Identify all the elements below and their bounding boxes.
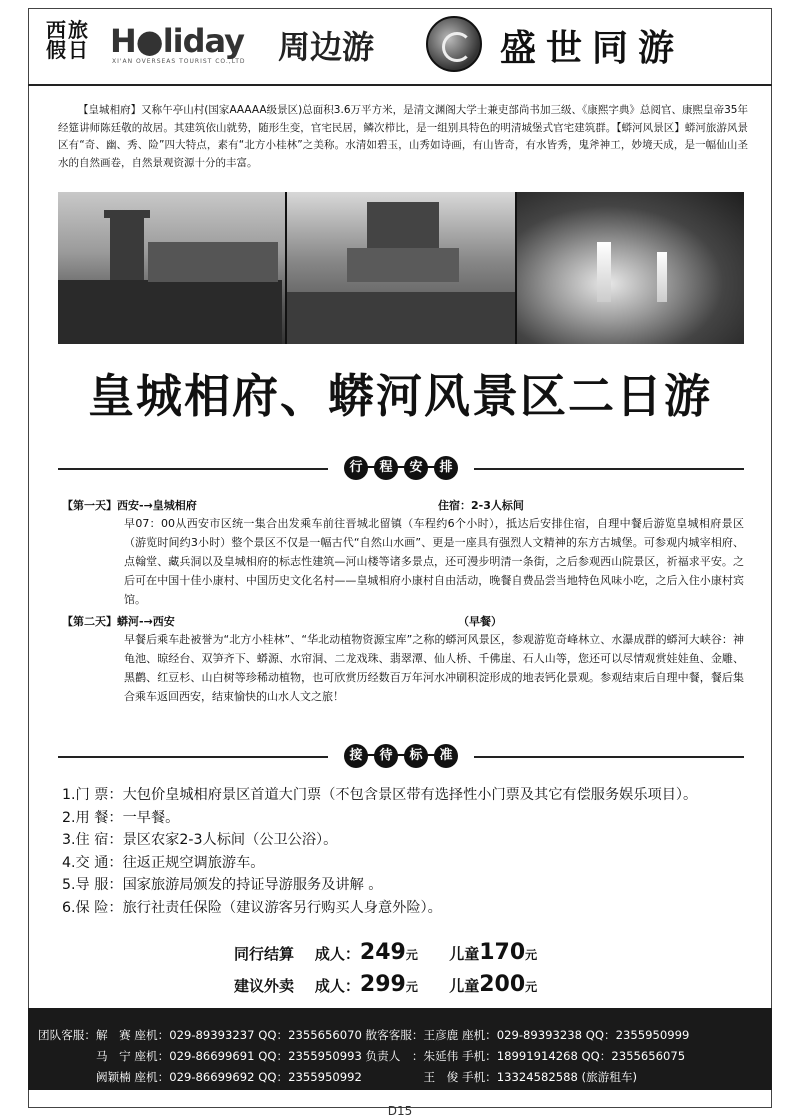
photo-ceremony-square (287, 192, 514, 344)
chip-char: 安 (404, 456, 428, 480)
day1-heading: 【第一天】西安-→皇城相府 (62, 499, 197, 512)
standard-item: 2.用 餐：一早餐。 (62, 809, 180, 826)
shengshi-brand: 盛世同游 (500, 27, 685, 69)
yuan-unit: 元 (405, 948, 418, 962)
yuan-unit: 元 (525, 980, 538, 994)
standards-section-header (58, 744, 744, 770)
child-label: 儿童 (449, 977, 480, 995)
yuan-unit: 元 (525, 948, 538, 962)
chip-char: 接 (344, 744, 368, 768)
price-row-retail (234, 972, 537, 997)
contact-row: 阙颖楠 座机：029-86699692 QQ：2355950992 王 俊 手机：13324582588 (旅游租车) (38, 1070, 637, 1084)
child-label: 儿童 (449, 945, 480, 963)
adult-label: 成人： (314, 945, 360, 963)
standards-list (62, 784, 778, 920)
chip-char: 行 (344, 456, 368, 480)
day2-heading: 【第二天】蟒河-→西安 (62, 615, 175, 628)
standard-item: 5.导 服：国家旅游局颁发的持证导游服务及讲解 。 (62, 877, 383, 894)
contact-row: 马 宁 座机：029-86699691 QQ：2355950993 负责人 ：朱延伟 手机：18991914268 QQ：2355656075 (38, 1049, 686, 1063)
child-price: 200 (479, 972, 526, 997)
holiday-logo: H●liday (110, 22, 245, 60)
chip-char: 标 (404, 744, 428, 768)
photo-strip (58, 192, 744, 344)
dragon-emblem-icon (426, 16, 482, 72)
day2-meal: （早餐） (458, 615, 502, 628)
standard-item: 3.住 宿：景区农家2-3人标间（公卫公浴）。 (62, 832, 338, 849)
chip-char: 待 (374, 744, 398, 768)
day1-accommodation: 住宿：2-3人标间 (438, 499, 524, 512)
photo-huangcheng-castle (58, 192, 285, 344)
child-price: 170 (479, 940, 526, 965)
yuan-unit: 元 (405, 980, 418, 994)
xiaolv-logo: 西旅假日 (46, 18, 90, 62)
itinerary-section-header (58, 456, 744, 482)
adult-price: 299 (359, 972, 406, 997)
contact-row: 团队客服：解 赛 座机：029-89393237 QQ：2355656070 散客客服：王彦鹿 座机：029-89393238 QQ：2355950999 (38, 1028, 690, 1042)
standard-item: 1.门 票：大包价皇城相府景区首道大门票（不包含景区带有选择性小门票及其它有偿服务娱乐项目）。 (62, 787, 698, 803)
chip-char: 准 (434, 744, 458, 768)
price-label: 建议外卖 (234, 977, 295, 995)
page-title: 皇城相府、蟒河风景区二日游 (88, 369, 712, 423)
standard-item: 4.交 通：往返正规空调旅游车。 (62, 854, 265, 871)
day2-description: 早餐后乘车赴被誉为“北方小桂林”、“华北动植物资源宝库”之称的蟒河风景区，参观游览奇峰林立、水瀑成群的蟒河大峡谷：神龟池、晾经台、双笋齐下、蟒源、水帘洞、二龙戏珠、翡翠潭、仙人桥、千佛崖、石人山等，您还可以尽情观赏娃娃鱼、金雕、黑鹳、红豆杉、山白树等珍稀动植物，也可欣赏历经数百万年河水冲刷积淀形成的地表钙化景观。参观结束后自理中餐，餐后集合乘车返回西安，结束愉快的山水人文之旅！ (124, 633, 744, 703)
day1-description: 早07：00从西安市区统一集合出发乘车前往晋城北留镇（车程约6个小时），抵达后安排住宿，自理中餐后游览皇城相府景区（游览时间约3小时）整个景区不仅是一幅古代“自然山水画”、更是一座具有强烈人文精神的东方古城堡。可参观内城宰相府、点翰堂、藏兵洞以及皇城相府的标志性建筑—河山楼等诸多景点，还可漫步明清一条街，之后参观西山院景区，祈福求平安。之后可在中国十佳小康村、中国历史文化名村——皇城相府小康村自由活动，晚餐自费品尝当地特色风味小吃，之后入住小康村宾馆。 (124, 517, 744, 606)
chip-char: 程 (374, 456, 398, 480)
company-subtitle: XI'AN OVERSEAS TOURIST CO.,LTD (112, 58, 246, 65)
price-label: 同行结算 (234, 945, 295, 963)
intro-paragraph: 【皇城相府】又称午亭山村(国家AAAAA级景区)总面积3.6万平方米，是清文渊阁大学士兼吏部尚书加三级、《康熙字典》总阅官、康熙皇帝35年经筵讲师陈廷敬的故居。其建筑依山就势，随形生变，官宅民居，鳞次栉比，是一组别具特色的明清城堡式官宅建筑群。【蟒河风景区】蟒河旅游风景区有“奇、幽、秀、险”四大特点，素有“北方小桂林”之美称。水清如碧玉，山秀如诗画，有山皆奇，有水皆秀，鬼斧神工，妙境天成，是一幅仙山圣水的自然画卷，自然景观资源十分的丰富。 (58, 104, 748, 169)
standard-item: 6.保 险：旅行社责任保险（建议游客另行购买人身意外险）。 (62, 899, 442, 916)
page-number: D15 (387, 1104, 413, 1118)
photo-waterfall (517, 192, 744, 344)
chip-char: 排 (434, 456, 458, 480)
adult-label: 成人： (314, 977, 360, 995)
price-row-wholesale (234, 940, 537, 965)
adult-price: 249 (359, 940, 406, 965)
contact-footer (28, 1008, 772, 1090)
zhoubian-title: 周边游 (278, 28, 375, 66)
